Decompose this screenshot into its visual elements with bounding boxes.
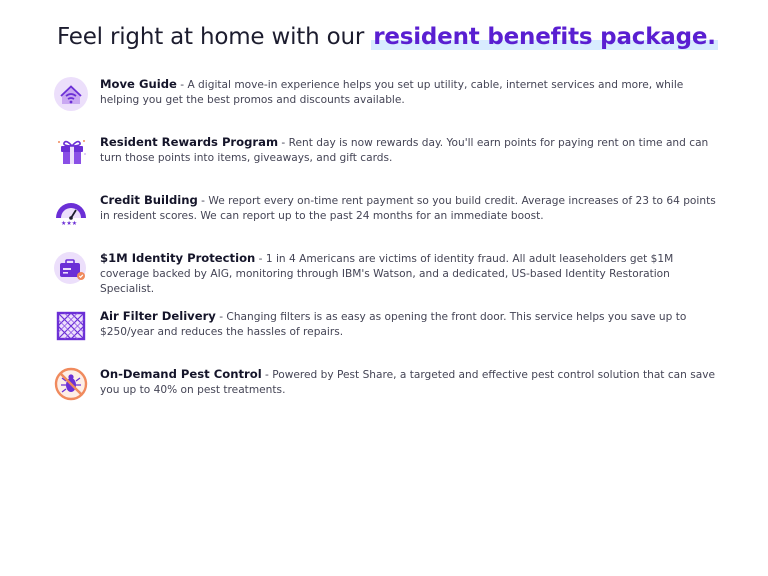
gift-icon (53, 134, 89, 170)
benefit-description: Changing filters is as easy as opening the front door. This service helps you save up to $250/year and reduces the hassles of repairs. (100, 311, 687, 338)
benefit-pest-control (53, 364, 723, 422)
benefit-identity-protection (53, 248, 723, 306)
benefit-description: We report every on-time rent payment so you build credit. Average increases of 23 to 64 points in resident scores. We can report up to the past 24 months for an immediate boost. (100, 195, 716, 222)
benefit-separator: - (197, 195, 209, 207)
benefit-resident-rewards (53, 132, 723, 190)
benefit-description: 1 in 4 Americans are victims of identity fraud. All adult leaseholders get $1M coverage backed by AIG, monitoring through IBM's Watson, and a dedicated, US-based Identity Restoration Specialist. (100, 253, 674, 295)
air-filter-icon (53, 308, 89, 344)
benefit-separator: - (255, 253, 266, 265)
benefit-move-guide (53, 74, 723, 132)
benefit-description: Powered by Pest Share, a targeted and effective pest control solution that can save you up to 40% on pest treatments. (100, 369, 716, 396)
benefit-title: $1M Identity Protection (100, 251, 256, 265)
benefit-text (100, 193, 720, 224)
benefit-separator: - (278, 137, 289, 149)
benefit-separator: - (215, 311, 227, 323)
svg-text:★★★: ★★★ (61, 220, 78, 227)
identity-briefcase-icon (53, 250, 89, 286)
benefit-description: Rent day is now rewards day. You'll earn points for paying rent on time and can turn those points into items, giveaways, and gift cards. (100, 137, 709, 164)
benefit-credit-building (53, 190, 723, 248)
benefit-title: Move Guide (100, 77, 177, 91)
benefit-title: On-Demand Pest Control (100, 367, 262, 381)
benefit-separator: - (176, 79, 188, 91)
page-headline (57, 24, 718, 50)
benefit-title: Credit Building (100, 193, 198, 207)
benefit-title: Air Filter Delivery (100, 309, 216, 323)
headline-text: Feel right at home with our (57, 24, 372, 50)
benefits-list (53, 74, 723, 422)
credit-gauge-icon (53, 192, 89, 228)
benefit-text (100, 251, 720, 297)
benefit-title: Resident Rewards Program (100, 135, 279, 149)
benefit-separator: - (261, 369, 273, 381)
benefit-text (100, 77, 720, 108)
benefit-text (100, 309, 720, 340)
headline-accent: resident benefits package. (373, 24, 716, 50)
benefit-air-filter-delivery (53, 306, 723, 364)
pest-control-icon (53, 366, 89, 402)
house-wifi-icon (53, 76, 89, 112)
benefit-description: A digital move-in experience helps you set up utility, cable, internet services and more, while helping you get the best promos and discounts available. (100, 79, 684, 106)
benefit-text (100, 135, 720, 166)
benefit-text (100, 367, 720, 398)
